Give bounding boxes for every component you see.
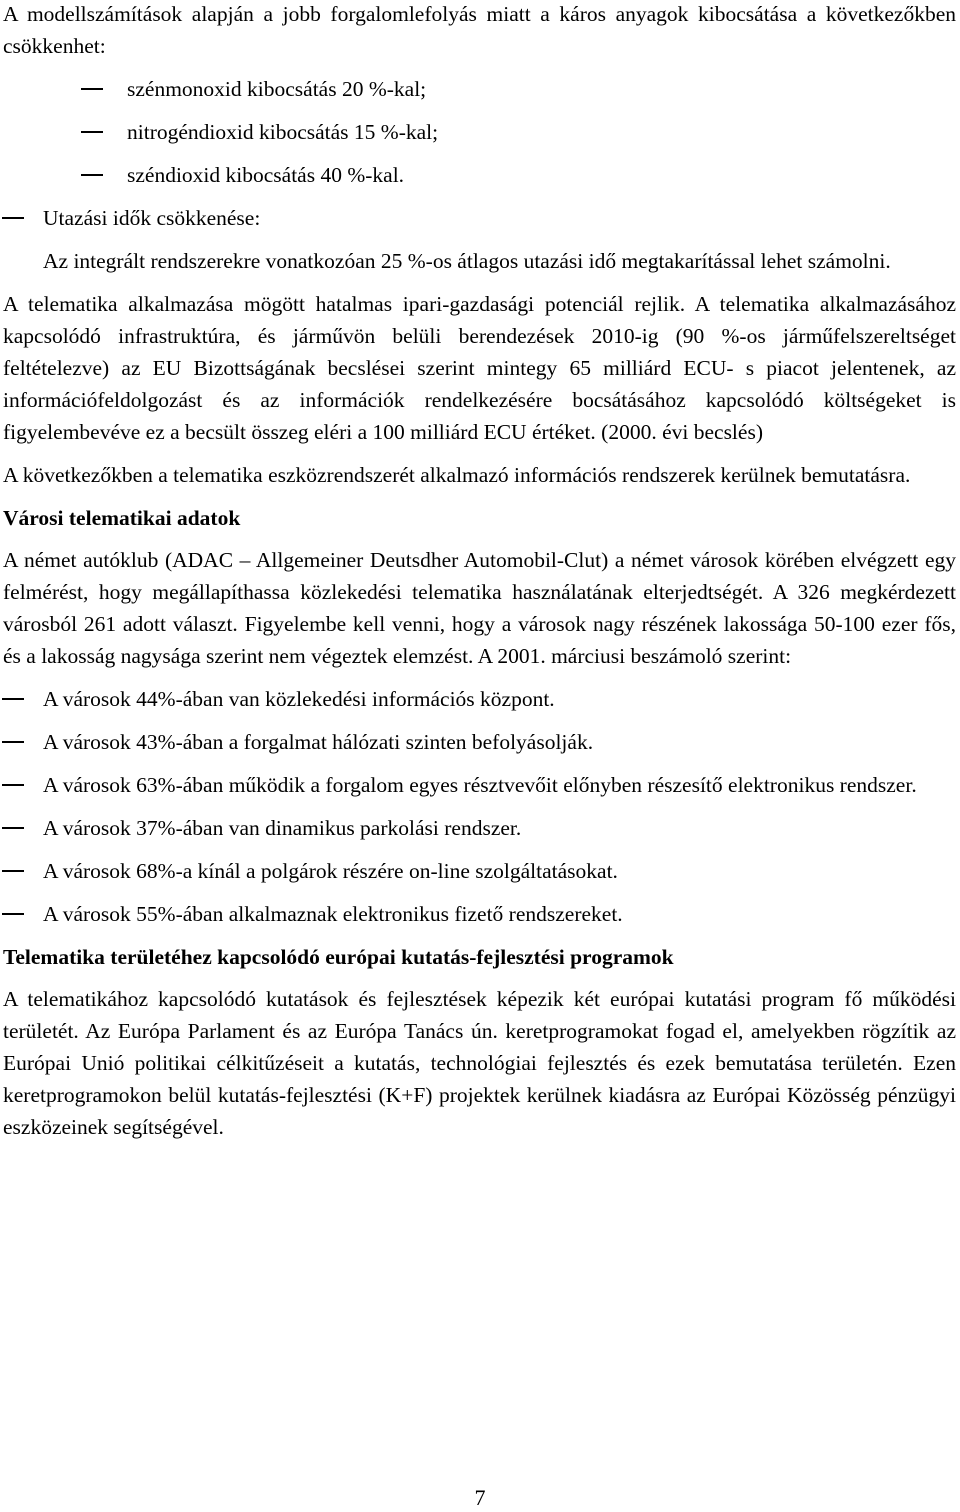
travel-time-paragraph: Az integrált rendszerekre vonatkozóan 25 %-os átlagos utazási idő megtakarítással lehet számolni. [43,249,891,273]
dash-bullet-icon [2,827,24,829]
potential-paragraph: A telematika alkalmazása mögött hatalmas ipari-gazdasági potenciál rejlik. A telematika alkalmazásához kapcsolódó infrastruktúra, és járművön belüli berendezések 2010-ig (90 %-os járműfelszereltséget feltételezve) az EU Bizottságának becslései szerint mintegy 65 milliárd ECU- s piacot jelentenek, az információfeldolgozást és az információk rendelkezésére bocsátásához kapcsolódó költségeket is figyelembevéve ez a becsült összeg eléri a 100 milliárd ECU értéket. (2000. évi becslés) [3,292,956,444]
list-item-text: A városok 68%-a kínál a polgárok részére on-line szolgáltatásokat. [43,859,618,883]
list-item [3,898,956,930]
dash-bullet-icon [2,217,24,219]
list-item-text: A városok 44%-ában van közlekedési információs központ. [43,687,555,711]
list-item [3,769,956,801]
emission-item [3,116,956,148]
dash-bullet-icon [2,698,24,700]
list-item-text: A városok 63%-ában működik a forgalom egyes résztvevőit előnyben részesítő elektronikus rendszer. [43,773,917,797]
page-number: 7 [474,1485,486,1510]
emission-item [3,73,956,105]
travel-time-item [3,202,956,234]
list-item-text: A városok 37%-ában van dinamikus parkolási rendszer. [43,816,522,840]
emission-item-text: széndioxid kibocsátás 40 %-kal. [127,163,405,187]
dash-bullet-icon [2,870,24,872]
document-content [3,0,956,1154]
emission-item [3,159,956,191]
list-item [3,726,956,758]
intro-paragraph: A modellszámítások alapján a jobb forgalomlefolyás miatt a káros anyagok kibocsátása a következőkben csökkenhet: [3,2,956,58]
section-heading-urban: Városi telematikai adatok [3,506,241,530]
emission-item-text: nitrogéndioxid kibocsátás 15 %-kal; [127,120,439,144]
list-item [3,855,956,887]
section-heading-research: Telematika területéhez kapcsolódó európai kutatás-fejlesztési programok [3,945,674,969]
list-item-text: A városok 43%-ában a forgalmat hálózati szinten befolyásolják. [43,730,594,754]
dash-bullet-icon [81,174,103,176]
section-paragraph-urban: A német autóklub (ADAC – Allgemeiner Deutsdher Automobil-Clut) a német városok körében elvégzett egy felmérést, hogy megállapíthassa közlekedési telematika használatának elterjedtségét. A 326 megkérdezett városból 261 adott választ. Figyelembe kell venni, hogy a városok nagy részének lakossága 50-100 ezer fős, és a lakosság nagysága szerint nem végeztek elemzést. A 2001. márciusi beszámoló szerint: [3,548,956,668]
dash-bullet-icon [2,784,24,786]
dash-bullet-icon [81,88,103,90]
travel-time-label: Utazási idők csökkenése: [43,206,261,230]
list-item [3,683,956,715]
dash-bullet-icon [2,913,24,915]
list-item [3,812,956,844]
section-paragraph-research: A telematikához kapcsolódó kutatások és fejlesztések képezik két európai kutatási program fő működési területét. Az Európa Parlament és az Európa Tanács ún. keretprogramokat fogad el, amelyekben rögzítik az Európai Unió politikai célkitűzéseit a kutatás, technológiai fejlesztés és ezek bemutatása területén. Ezen keretprogramokon belül kutatás-fejlesztési (K+F) projektek kerülnek kiadásra az Európai Közösség pénzügyi eszközeinek segítségével. [3,987,956,1139]
dash-bullet-icon [81,131,103,133]
list-item-text: A városok 55%-ában alkalmaznak elektronikus fizető rendszereket. [43,902,623,926]
next-paragraph: A következőkben a telematika eszközrendszerét alkalmazó információs rendszerek kerülnek bemutatásra. [3,463,911,487]
dash-bullet-icon [2,741,24,743]
emission-item-text: szénmonoxid kibocsátás 20 %-kal; [127,77,427,101]
survey-results-list [3,683,956,930]
